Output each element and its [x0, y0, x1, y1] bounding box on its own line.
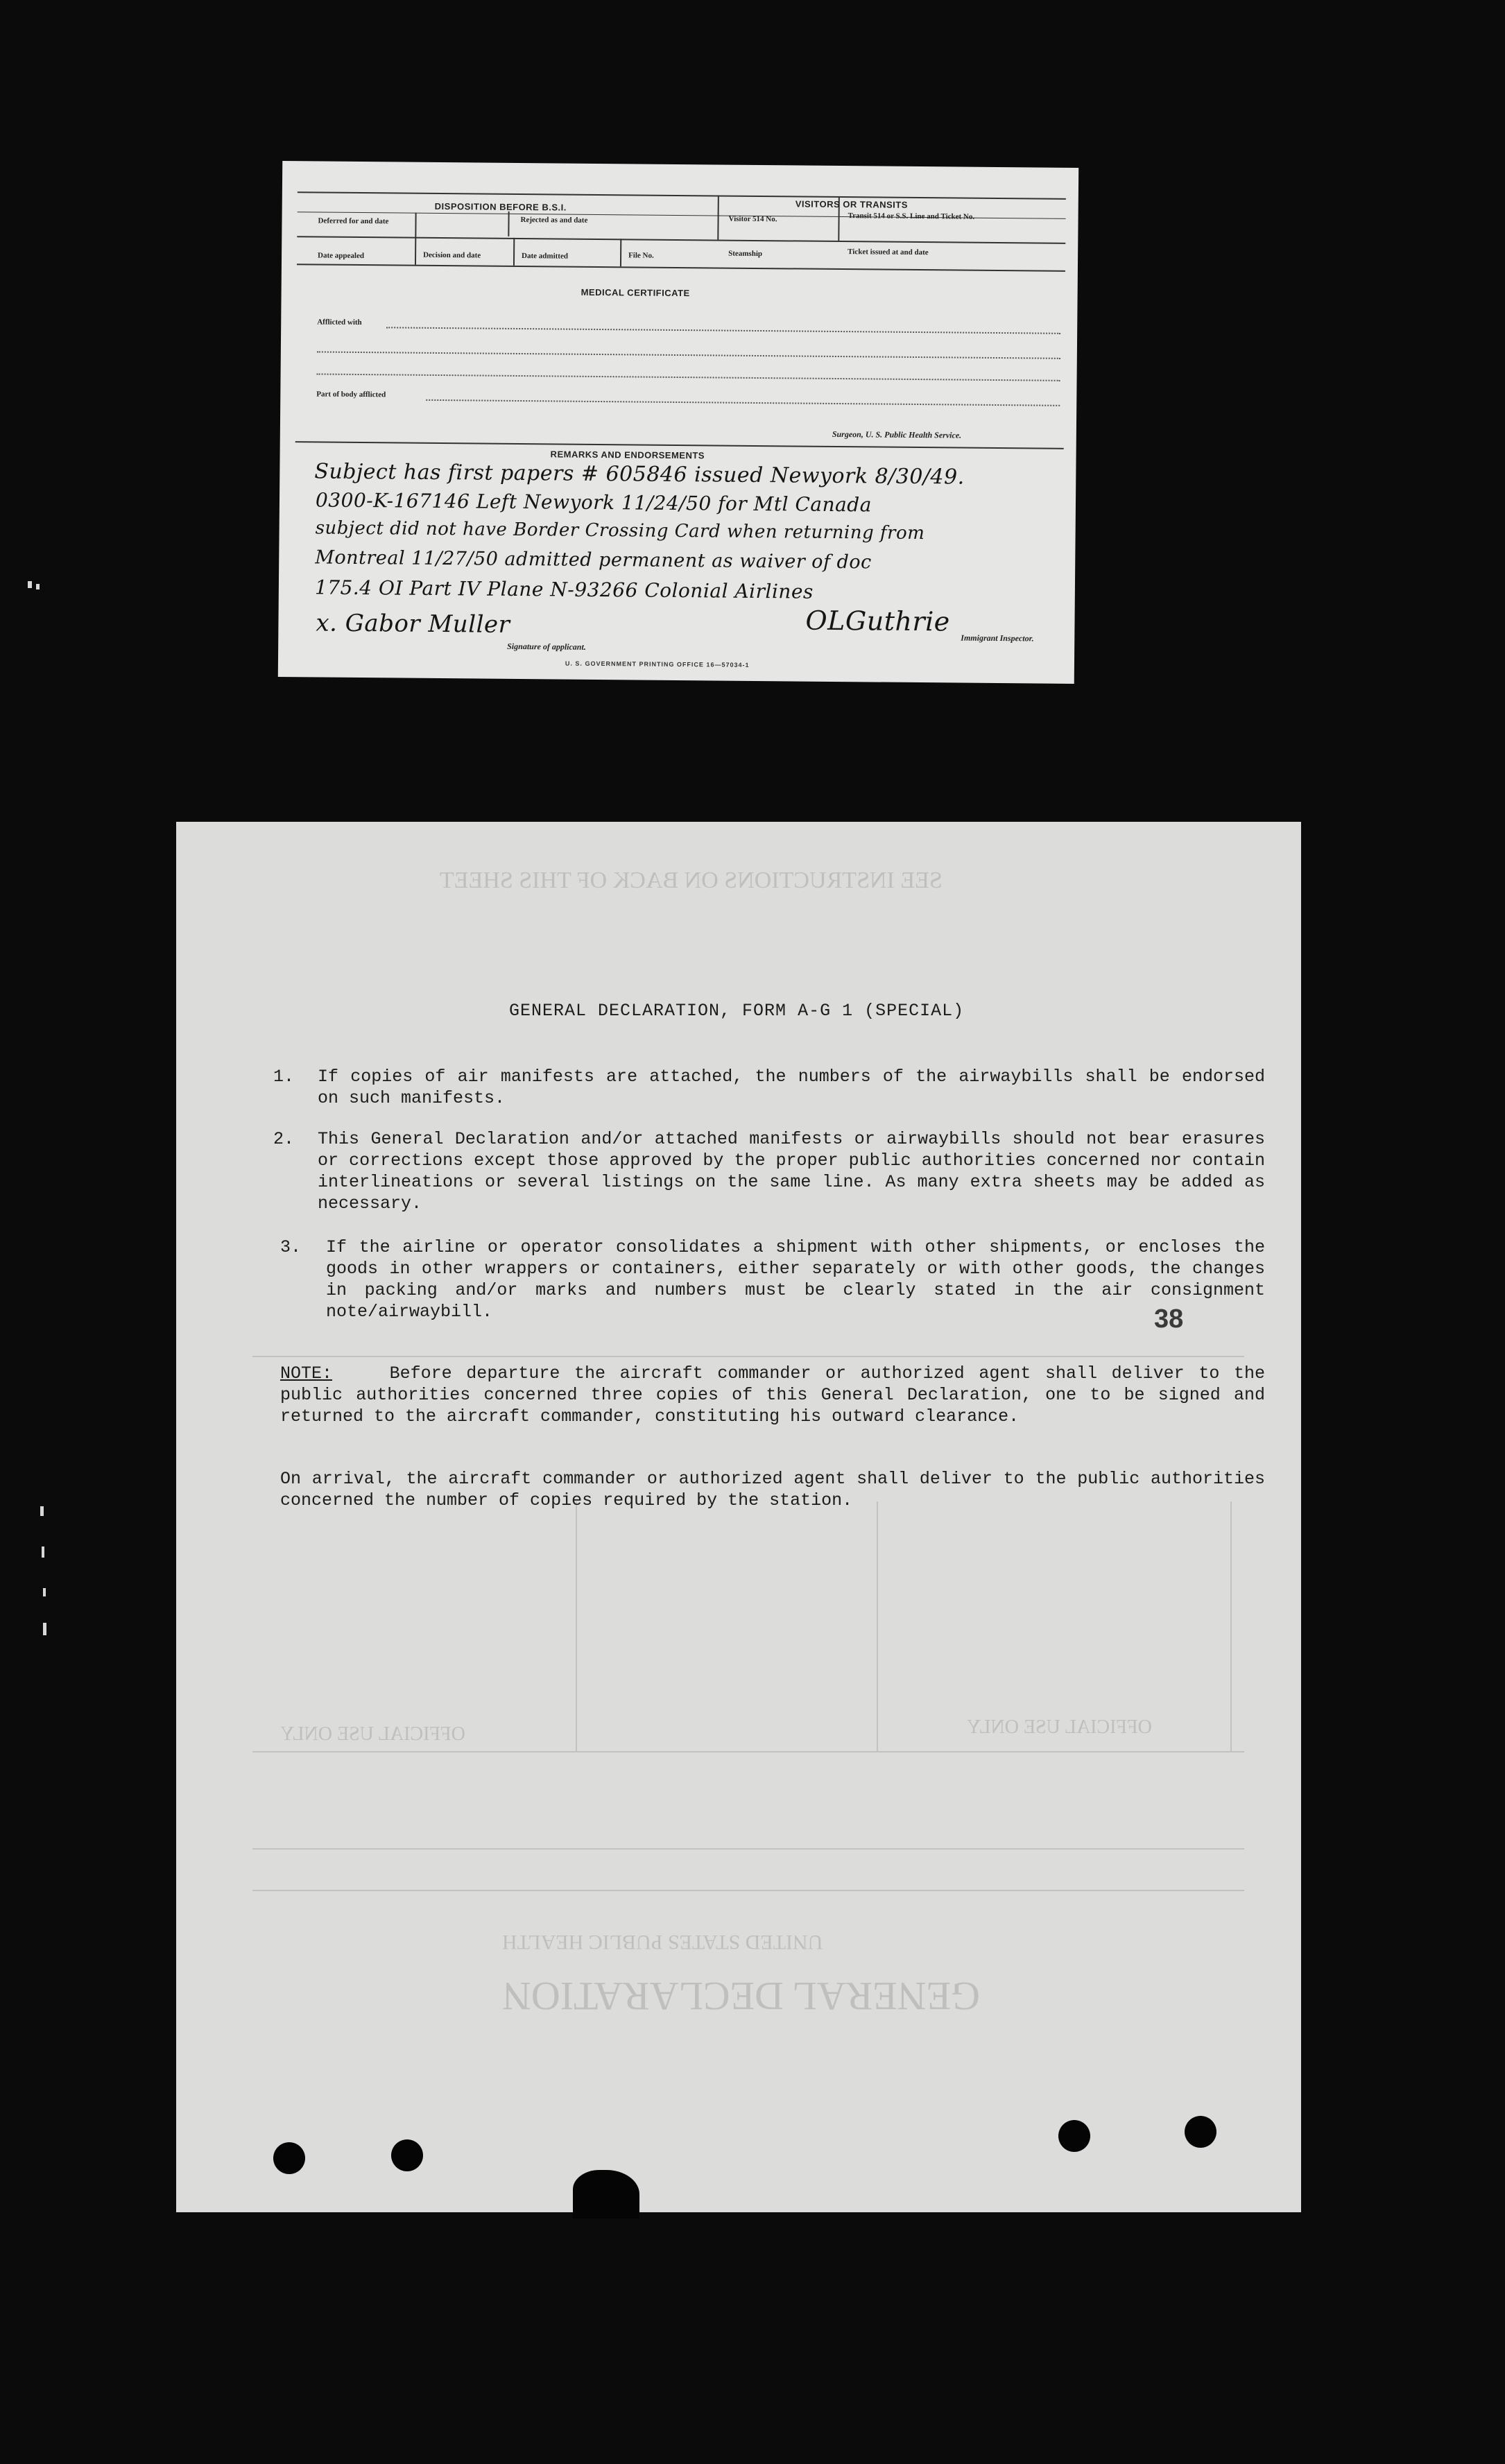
punch-hole	[391, 2139, 423, 2171]
visitors-header: VISITORS OR TRANSITS	[795, 198, 908, 210]
show-through-text: OFFICIAL USE ONLY	[280, 1723, 465, 1745]
card-divider	[508, 212, 509, 236]
item-text: If the airline or operator consolidates a shipment with other shipments, or encloses the goods in other wrappers or containers, either separately or with other goods, the changes in packing and/or marks and numbers must be clearly stated in the air consignment note/airwaybill.	[326, 1237, 1265, 1322]
item-text: This General Declaration and/or attached manifests or airwaybills should not bear erasures or corrections except those approved by the proper public authorities concerned nor contain interlineations or several listings on the same line. As many extra sheets may be added as necessary.	[318, 1129, 1265, 1214]
body-line	[426, 399, 1060, 406]
handwritten-line-2: 0300-K-167146 Left Newyork 11/24/50 for Mtl Canada	[315, 488, 872, 517]
printing-office-line: U. S. GOVERNMENT PRINTING OFFICE 16—57034-1	[565, 660, 750, 669]
card-divider	[513, 238, 515, 266]
card-rule	[298, 191, 1066, 200]
inspector-signature: OLGuthrie	[805, 605, 950, 637]
afflicted-label: Afflicted with	[317, 318, 362, 327]
date-admitted-label: Date admitted	[522, 252, 569, 261]
show-through-rule	[252, 1890, 1244, 1891]
show-through-rule	[1230, 1501, 1232, 1751]
file-no-label: File No.	[628, 251, 654, 260]
applicant-signature: x. Gabor Muller	[316, 609, 510, 639]
afflicted-line	[317, 351, 1060, 359]
show-through-text: SEE INSTRUCTIONS ON BACK OF THIS SHEET	[440, 868, 943, 893]
note-paragraph	[280, 1363, 1265, 1427]
visitor514-label: Visitor 514 No.	[728, 214, 777, 224]
arrival-paragraph: On arrival, the aircraft commander or authorized agent shall deliver to the public authorities concerned the number of copies required by the station.	[280, 1469, 1265, 1510]
note-label: NOTE:	[280, 1363, 333, 1384]
torn-edge	[573, 2170, 639, 2219]
ticket-issued-label: Ticket issued at and date	[848, 248, 929, 257]
inspector-label: Immigrant Inspector.	[961, 632, 1034, 644]
card-divider	[620, 239, 621, 266]
transit514-label: Transit 514 or S.S. Line and Ticket No.	[848, 212, 975, 221]
item-number: 3.	[280, 1237, 302, 1257]
speck	[43, 1623, 46, 1635]
show-through-text: OFFICIAL USE ONLY	[967, 1716, 1152, 1738]
afflicted-line	[386, 327, 1060, 334]
handwritten-line-4: Montreal 11/27/50 admitted permanent as waiver of doc	[315, 546, 872, 574]
part-of-body-label: Part of body afflicted	[316, 390, 386, 399]
speck	[43, 1588, 46, 1596]
punch-hole	[1058, 2120, 1090, 2152]
show-through-rule	[576, 1501, 577, 1751]
show-through-text: GENERAL DECLARATION	[502, 1974, 980, 2019]
disposition-header: DISPOSITION BEFORE B.S.I.	[434, 200, 567, 213]
instruction-item-2	[273, 1128, 1265, 1218]
punch-hole	[1185, 2116, 1216, 2148]
handwritten-line-1: Subject has first papers # 605846 issued Newyork 8/30/49.	[314, 459, 965, 490]
speck	[36, 584, 40, 589]
show-through-rule	[252, 1751, 1244, 1752]
card-rule	[295, 441, 1064, 449]
card-rule	[297, 236, 1065, 244]
medical-header: MEDICAL CERTIFICATE	[580, 286, 690, 299]
remarks-header: REMARKS AND ENDORSEMENTS	[550, 449, 705, 461]
item-text: If copies of air manifests are attached, the numbers of the airwaybills shall be endorsed on such manifests.	[318, 1067, 1265, 1108]
handwritten-line-5: 175.4 OI Part IV Plane N-93266 Colonial Airlines	[314, 576, 814, 603]
item-number: 2.	[273, 1129, 295, 1149]
card-divider	[717, 195, 719, 239]
speck	[40, 1506, 44, 1516]
handwritten-line-3: subject did not have Border Crossing Card when returning from	[315, 517, 925, 544]
card-divider	[415, 213, 417, 265]
speck	[42, 1547, 44, 1558]
instruction-item-1	[273, 1066, 1265, 1114]
deferred-label: Deferred for and date	[318, 216, 389, 226]
page-stamp-number: 38	[1154, 1304, 1184, 1334]
instruction-item-3	[280, 1237, 1265, 1327]
applicant-signature-label: Signature of applicant.	[507, 641, 586, 652]
surgeon-label: Surgeon, U. S. Public Health Service.	[832, 429, 962, 440]
punch-hole	[273, 2142, 305, 2174]
speck	[28, 581, 32, 588]
page-title: GENERAL DECLARATION, FORM A-G 1 (SPECIAL)	[509, 1001, 965, 1021]
show-through-rule	[252, 1848, 1244, 1850]
card-rule	[297, 264, 1065, 272]
show-through-rule	[252, 1356, 1244, 1357]
item-number: 1.	[273, 1067, 295, 1087]
show-through-text: UNITED STATES PUBLIC HEALTH	[502, 1931, 823, 1954]
afflicted-line	[317, 373, 1060, 381]
decision-date-label: Decision and date	[423, 250, 481, 260]
date-appealed-label: Date appealed	[318, 251, 365, 261]
rejected-label: Rejected as and date	[520, 216, 588, 225]
steamship-label: Steamship	[728, 249, 763, 259]
show-through-rule	[877, 1501, 878, 1751]
general-declaration-page	[176, 822, 1301, 2212]
immigration-card	[278, 161, 1078, 684]
note-text: Before departure the aircraft commander or authorized agent shall deliver to the public authorities concerned three copies of this General Declaration, one to be signed and returned to the aircraft commander, constituting his outward clearance.	[280, 1363, 1265, 1427]
